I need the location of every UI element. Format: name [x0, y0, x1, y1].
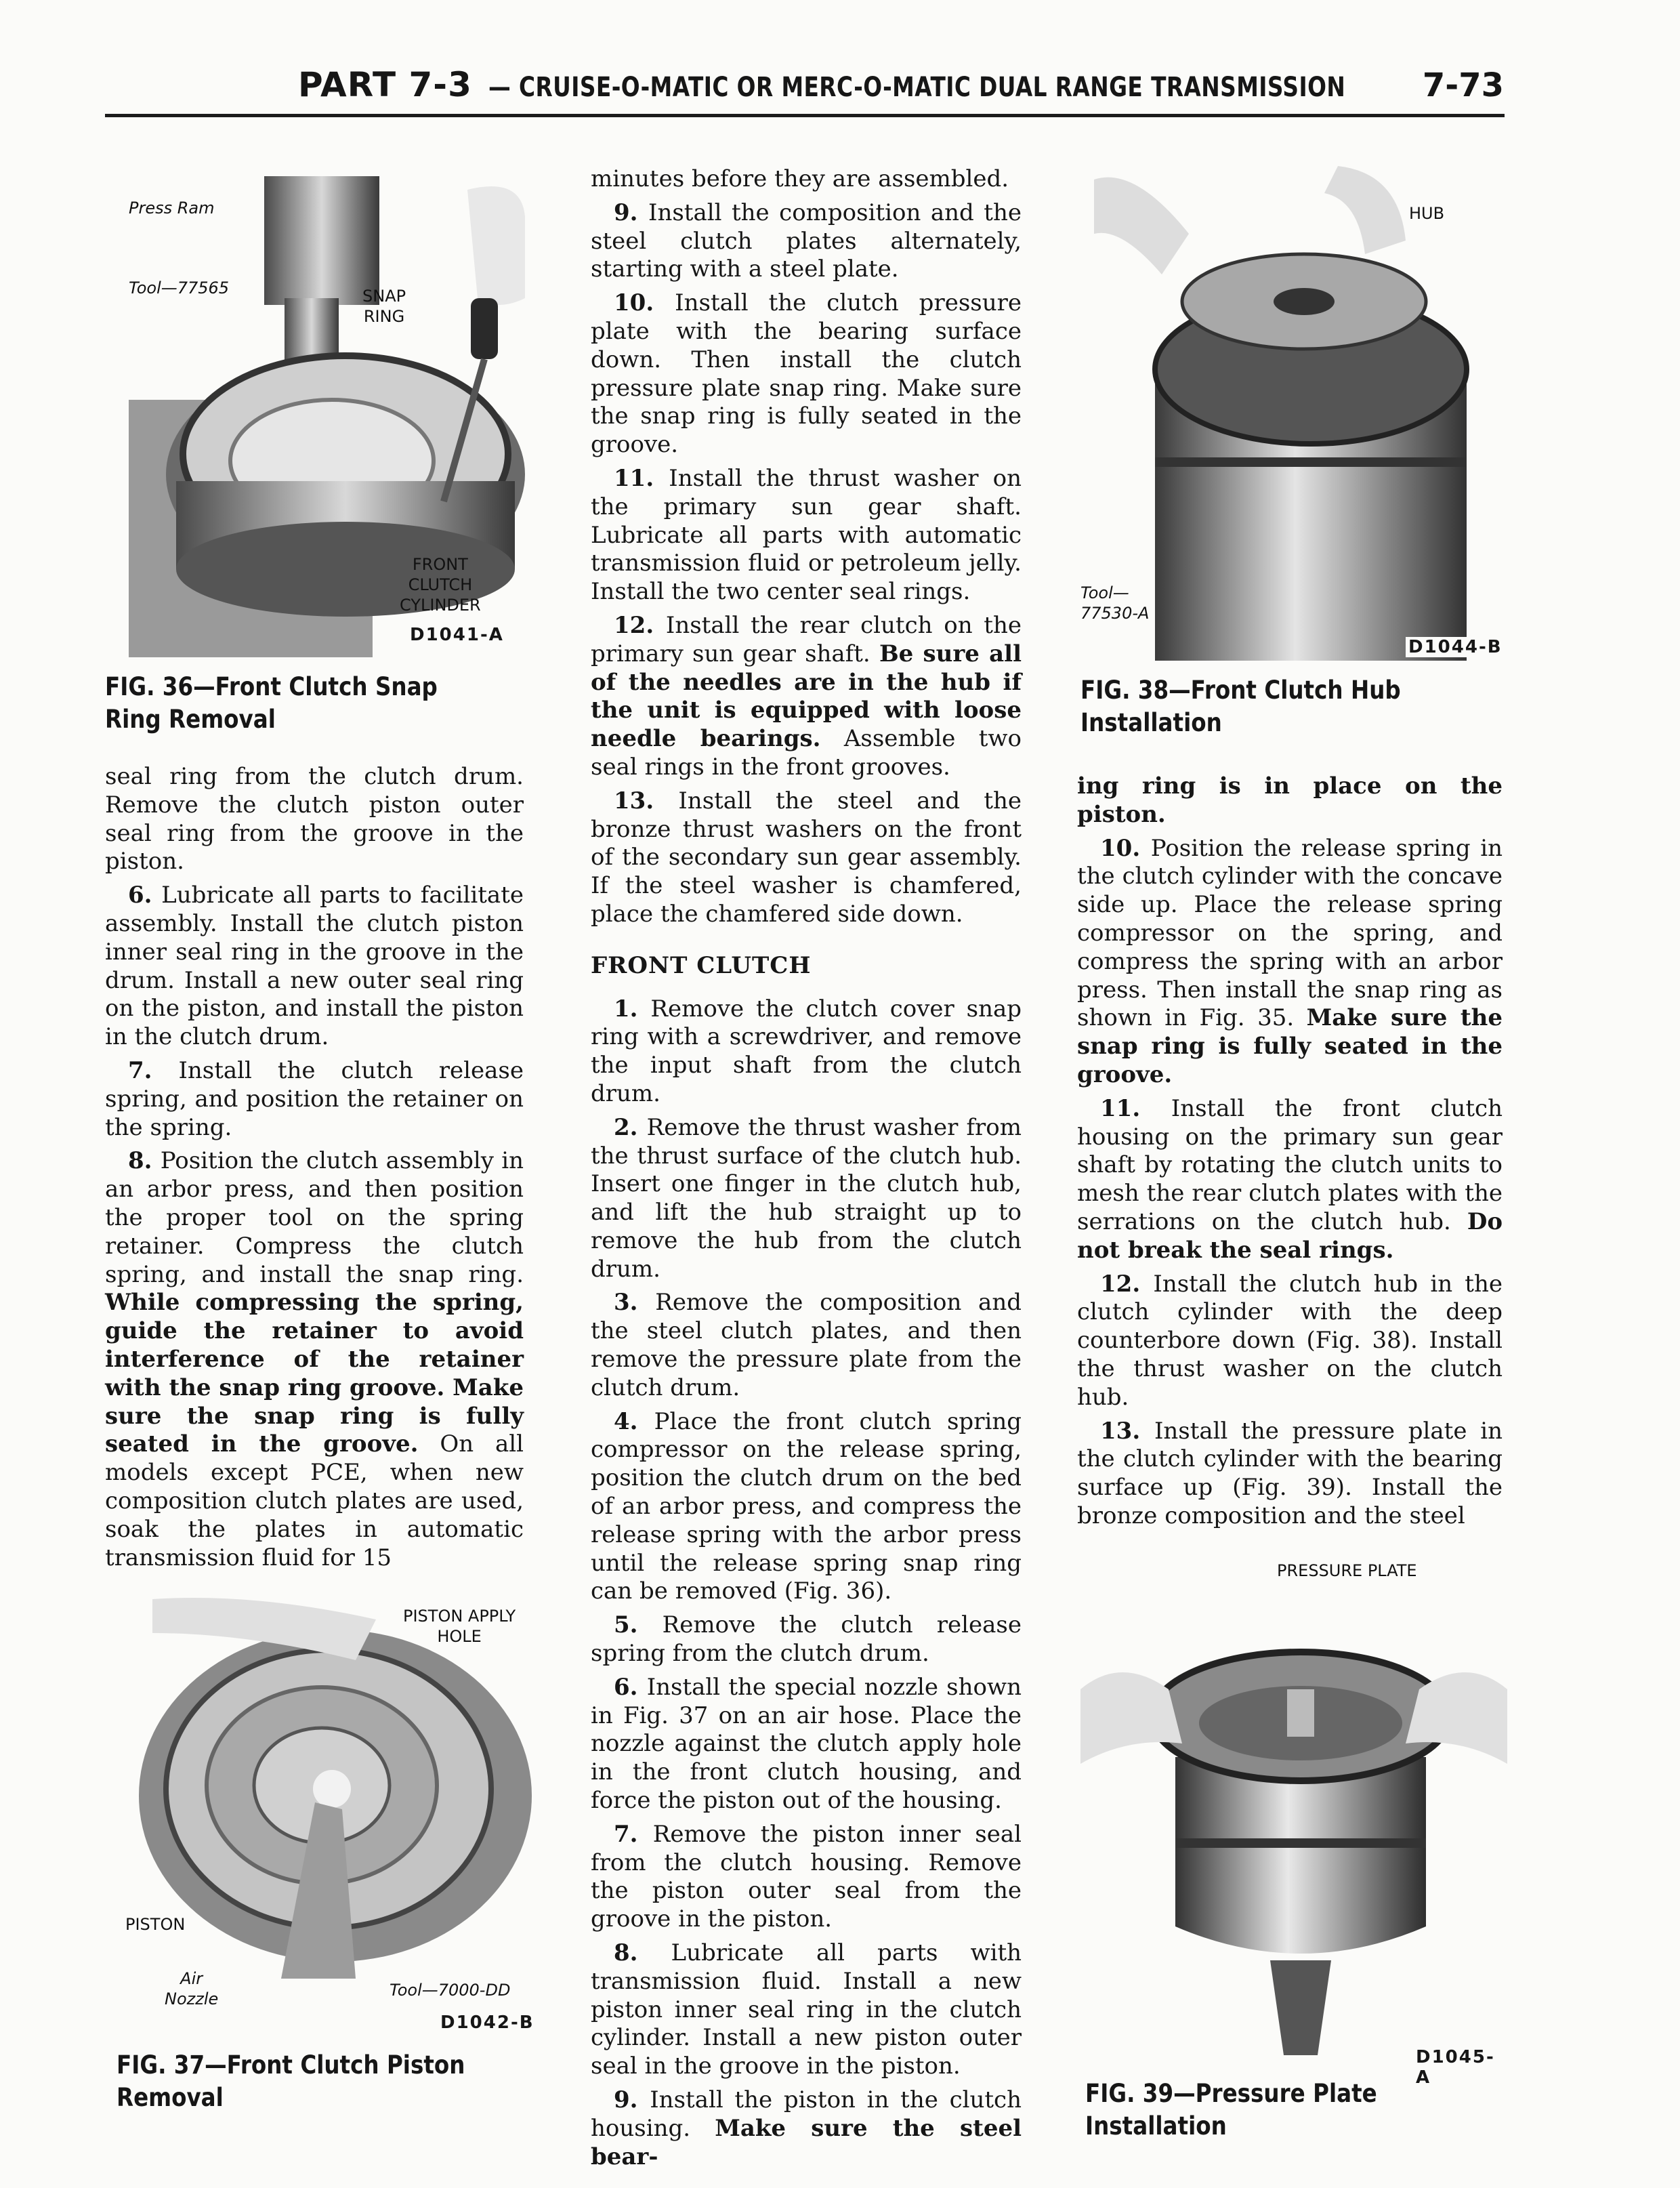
figure-code: D1042-B	[440, 2012, 534, 2034]
section-heading: FRONT CLUTCH	[591, 951, 812, 979]
bold-text-run: While compressing the spring, guide the retainer to avoid interference of the retainer with the snap ring groove. Make sure the snap ring is fully seated in the groove.	[105, 1289, 524, 1458]
caption-line: Ring Removal	[105, 705, 276, 734]
label-tool: Tool— 77530-A	[1080, 583, 1150, 623]
text-run: Remove the clutch cover snap ring with a screwdriver, and remove the input shaft from the clutch drum.	[591, 995, 1022, 1107]
figure-code: D1044-B	[1406, 637, 1505, 657]
text-run: Install the steel and the bronze thrust washers on the front of the secondary sun gear assembly. If the steel washer is chamfered, place the chamfered side down.	[591, 787, 1022, 928]
text-run: Install the thrust washer on the primary sun gear shaft. Lubricate all parts with automatic transmission fluid or petroleum jelly. Install the two center seal rings.	[591, 464, 1022, 606]
paragraph	[591, 1289, 1022, 1402]
caption-line: FIG. 36—Front Clutch Snap	[105, 672, 438, 701]
bold-text-run: 6.	[614, 1673, 647, 1701]
text-run: Place the front clutch spring compressor on the release spring, position the clutch drum on the bed of an arbor press, and compress the release spring with the arbor press until the release spring snap ring can be removed (Fig. 36).	[591, 1407, 1022, 1605]
paragraph	[591, 1114, 1022, 1284]
paragraph	[591, 1939, 1022, 2081]
bold-text-run: 6.	[128, 882, 162, 909]
caption-line: FIG. 38—Front Clutch Hub	[1080, 676, 1401, 705]
figure-code: D1041-A	[410, 625, 504, 645]
caption-line: Installation	[1085, 2111, 1227, 2141]
bold-text-run: 11.	[1100, 1094, 1171, 1122]
bold-text-run: 9.	[614, 199, 649, 226]
paragraph	[591, 995, 1022, 1109]
label-pressure-plate: PRESSURE PLATE	[1277, 1561, 1417, 1580]
bold-text-run: 10.	[1100, 834, 1151, 862]
bold-text-run: 1.	[614, 995, 651, 1023]
figure-38-caption	[1080, 674, 1401, 739]
paragraph	[591, 1611, 1022, 1668]
text-run: Install the composition and the steel clutch plates alternately, starting with a steel plate.	[591, 199, 1022, 283]
paragraph	[105, 1147, 524, 1572]
bold-text-run: Make sure the snap ring is fully seated in the groove.	[1077, 1004, 1503, 1088]
text-run: Remove the piston inner seal from the clutch housing. Remove the piston outer seal from the groove in the piston.	[591, 1820, 1022, 1933]
paragraph	[591, 165, 1022, 194]
bold-text-run: 7.	[614, 1820, 653, 1848]
text-run: Install the clutch hub in the clutch cylinder with the deep counterbore down (Fig. 38). Install the thrust washer on the clutch hub.	[1077, 1270, 1503, 1411]
text-run: Remove the composition and the steel clutch plates, and then remove the pressure plate from the clutch drum.	[591, 1289, 1022, 1401]
bold-text-run: 12.	[614, 611, 666, 639]
label-tool: Tool—77565	[129, 278, 230, 297]
caption-line: Installation	[1080, 708, 1222, 737]
right-column-text	[1077, 772, 1503, 1531]
text-run: seal ring from the clutch drum. Remove the clutch piston outer seal ring from the groove in the piston.	[105, 763, 524, 875]
text-run: minutes before they are assembled.	[591, 165, 1009, 192]
bold-text-run: Be sure all of the needles are in the hub if the unit is equipped with loose needle bearings.	[591, 640, 1022, 753]
bold-text-run: 8.	[128, 1147, 161, 1175]
bold-text-run: 8.	[614, 1939, 671, 1967]
bold-text-run: 12.	[1100, 1270, 1154, 1298]
figure-39-photo	[1080, 1554, 1507, 2088]
text-run: On all models except PCE, when new composition clutch plates are used, soak the plates in automatic transmission fluid for 15	[105, 1430, 524, 1571]
label-piston: PISTON	[125, 1915, 186, 1935]
bold-text-run: 13.	[1100, 1417, 1154, 1445]
caption-line: FIG. 37—Front Clutch Piston	[117, 2050, 465, 2080]
text-run: Position the clutch assembly in an arbor press, and then position the proper tool on the spring retainer. Compress the clutch spring, and install the snap ring.	[105, 1147, 524, 1288]
paragraph	[1077, 835, 1503, 1090]
figure-code: D1045-A	[1416, 2046, 1495, 2088]
paragraph	[591, 612, 1022, 782]
text-run: Remove the clutch release spring from the clutch drum.	[591, 1611, 1022, 1668]
paragraph	[1077, 1418, 1503, 1531]
text-run: Install the special nozzle shown in Fig. 37 on an air hose. Place the nozzle against the clutch apply hole in the front clutch housing, and force the piston out of the housing.	[591, 1673, 1022, 1815]
running-header	[298, 65, 1504, 112]
figure-36-photo	[129, 163, 525, 657]
caption-line: FIG. 39—Pressure Plate	[1085, 2078, 1377, 2108]
paragraph	[591, 199, 1022, 284]
figure-39-caption	[1085, 2078, 1460, 2143]
text-run: Lubricate all parts to facilitate assembly. Install the clutch piston inner seal ring in the groove in the drum. Install a new outer seal ring on the piston, and install the piston in the clutch drum.	[105, 882, 524, 1051]
text-run: Install the rear clutch on the primary sun gear shaft.	[591, 611, 1022, 667]
paragraph	[591, 1408, 1022, 1607]
left-column	[105, 763, 539, 2114]
middle-column-text	[591, 165, 1022, 2176]
paragraph	[1077, 1271, 1503, 1412]
label-tool: Tool—7000-DD	[390, 1981, 511, 2000]
bold-text-run: 2.	[614, 1113, 647, 1141]
paragraph	[591, 465, 1022, 606]
text-run: Install the clutch pressure plate with the bearing surface down. Then install the clutch pressure plate snap ring. Make sure the snap ring is fully seated in the groove.	[591, 289, 1022, 459]
bold-text-run: 5.	[614, 1611, 663, 1639]
bold-text-run: 10.	[614, 289, 675, 317]
label-press-ram: Press Ram	[129, 199, 215, 218]
text-run: Assemble two seal rings in the front grooves.	[591, 725, 1022, 781]
part-number: PART 7-3	[298, 65, 472, 104]
label-piston-apply-hole: PISTON APPLY HOLE	[403, 1607, 516, 1647]
label-front-clutch-cylinder: FRONT CLUTCH CYLINDER	[400, 555, 481, 615]
text-run: Install the front clutch housing on the primary sun gear shaft by rotating the clutch units to mesh the rear clutch plates with the serrations on the clutch hub.	[1077, 1094, 1503, 1235]
text-run: Position the release spring in the clutch cylinder with the concave side up. Place the release spring compressor on the spring, and compress the spring with an arbor press. Then install the snap ring as shown in Fig. 35.	[1077, 834, 1503, 1032]
header-rule	[105, 114, 1505, 117]
paragraph	[591, 2086, 1022, 2171]
label-hub: HUB	[1409, 204, 1445, 223]
paragraph	[105, 763, 524, 876]
paragraph	[1077, 1095, 1503, 1265]
left-column-text	[105, 763, 524, 1572]
caption-line: Removal	[117, 2083, 224, 2113]
paragraph	[105, 882, 524, 1052]
paragraph	[591, 1821, 1022, 1934]
text-run: Lubricate all parts with transmission fluid. Install a new piston inner seal ring in the clutch cylinder. Install a new piston outer seal in the groove in the piston.	[591, 1939, 1022, 2080]
text-run: Install the clutch release spring, and position the retainer on the spring.	[105, 1056, 524, 1141]
text-run: Install the pressure plate in the clutch cylinder with the bearing surface up (Fig. 39). Install the bronze composition and the steel	[1077, 1417, 1503, 1529]
bold-text-run: Make sure the steel bear-	[591, 2114, 1022, 2170]
label-snap-ring: SNAP RING	[362, 287, 406, 326]
bold-text-run: 9.	[614, 2086, 650, 2113]
text-run: Install the piston in the clutch housing.	[591, 2086, 1022, 2142]
bold-text-run: 11.	[614, 464, 669, 492]
figure-36-caption	[105, 671, 438, 736]
paragraph	[591, 787, 1022, 929]
bold-text-run: 7.	[128, 1056, 179, 1084]
figure-38-photo	[1080, 166, 1507, 661]
bold-text-run: Do not break the seal rings.	[1077, 1207, 1503, 1264]
text-run: Remove the thrust washer from the thrust surface of the clutch hub. Insert one finger in the clutch hub, and lift the hub straight up to remove the hub from the clutch drum.	[591, 1113, 1022, 1283]
bold-text-run: 4.	[614, 1407, 654, 1435]
bold-text-run: 13.	[614, 787, 679, 814]
chapter-title: — CRUISE-O-MATIC OR MERC-O-MATIC DUAL RANGE TRANSMISSION	[488, 72, 1346, 103]
page-number: 7-73	[1422, 66, 1504, 104]
figure-37-caption	[117, 2049, 488, 2114]
paragraph	[591, 289, 1022, 459]
paragraph	[105, 1057, 524, 1142]
bold-text-run: 3.	[614, 1289, 656, 1317]
label-air-nozzle: Air Nozzle	[165, 1969, 219, 2009]
figure-37-photo	[112, 1599, 539, 2040]
right-column	[1077, 772, 1511, 2143]
bold-text-run: ing ring is in place on the piston.	[1077, 772, 1503, 828]
paragraph	[1077, 772, 1503, 829]
paragraph	[591, 1674, 1022, 1815]
